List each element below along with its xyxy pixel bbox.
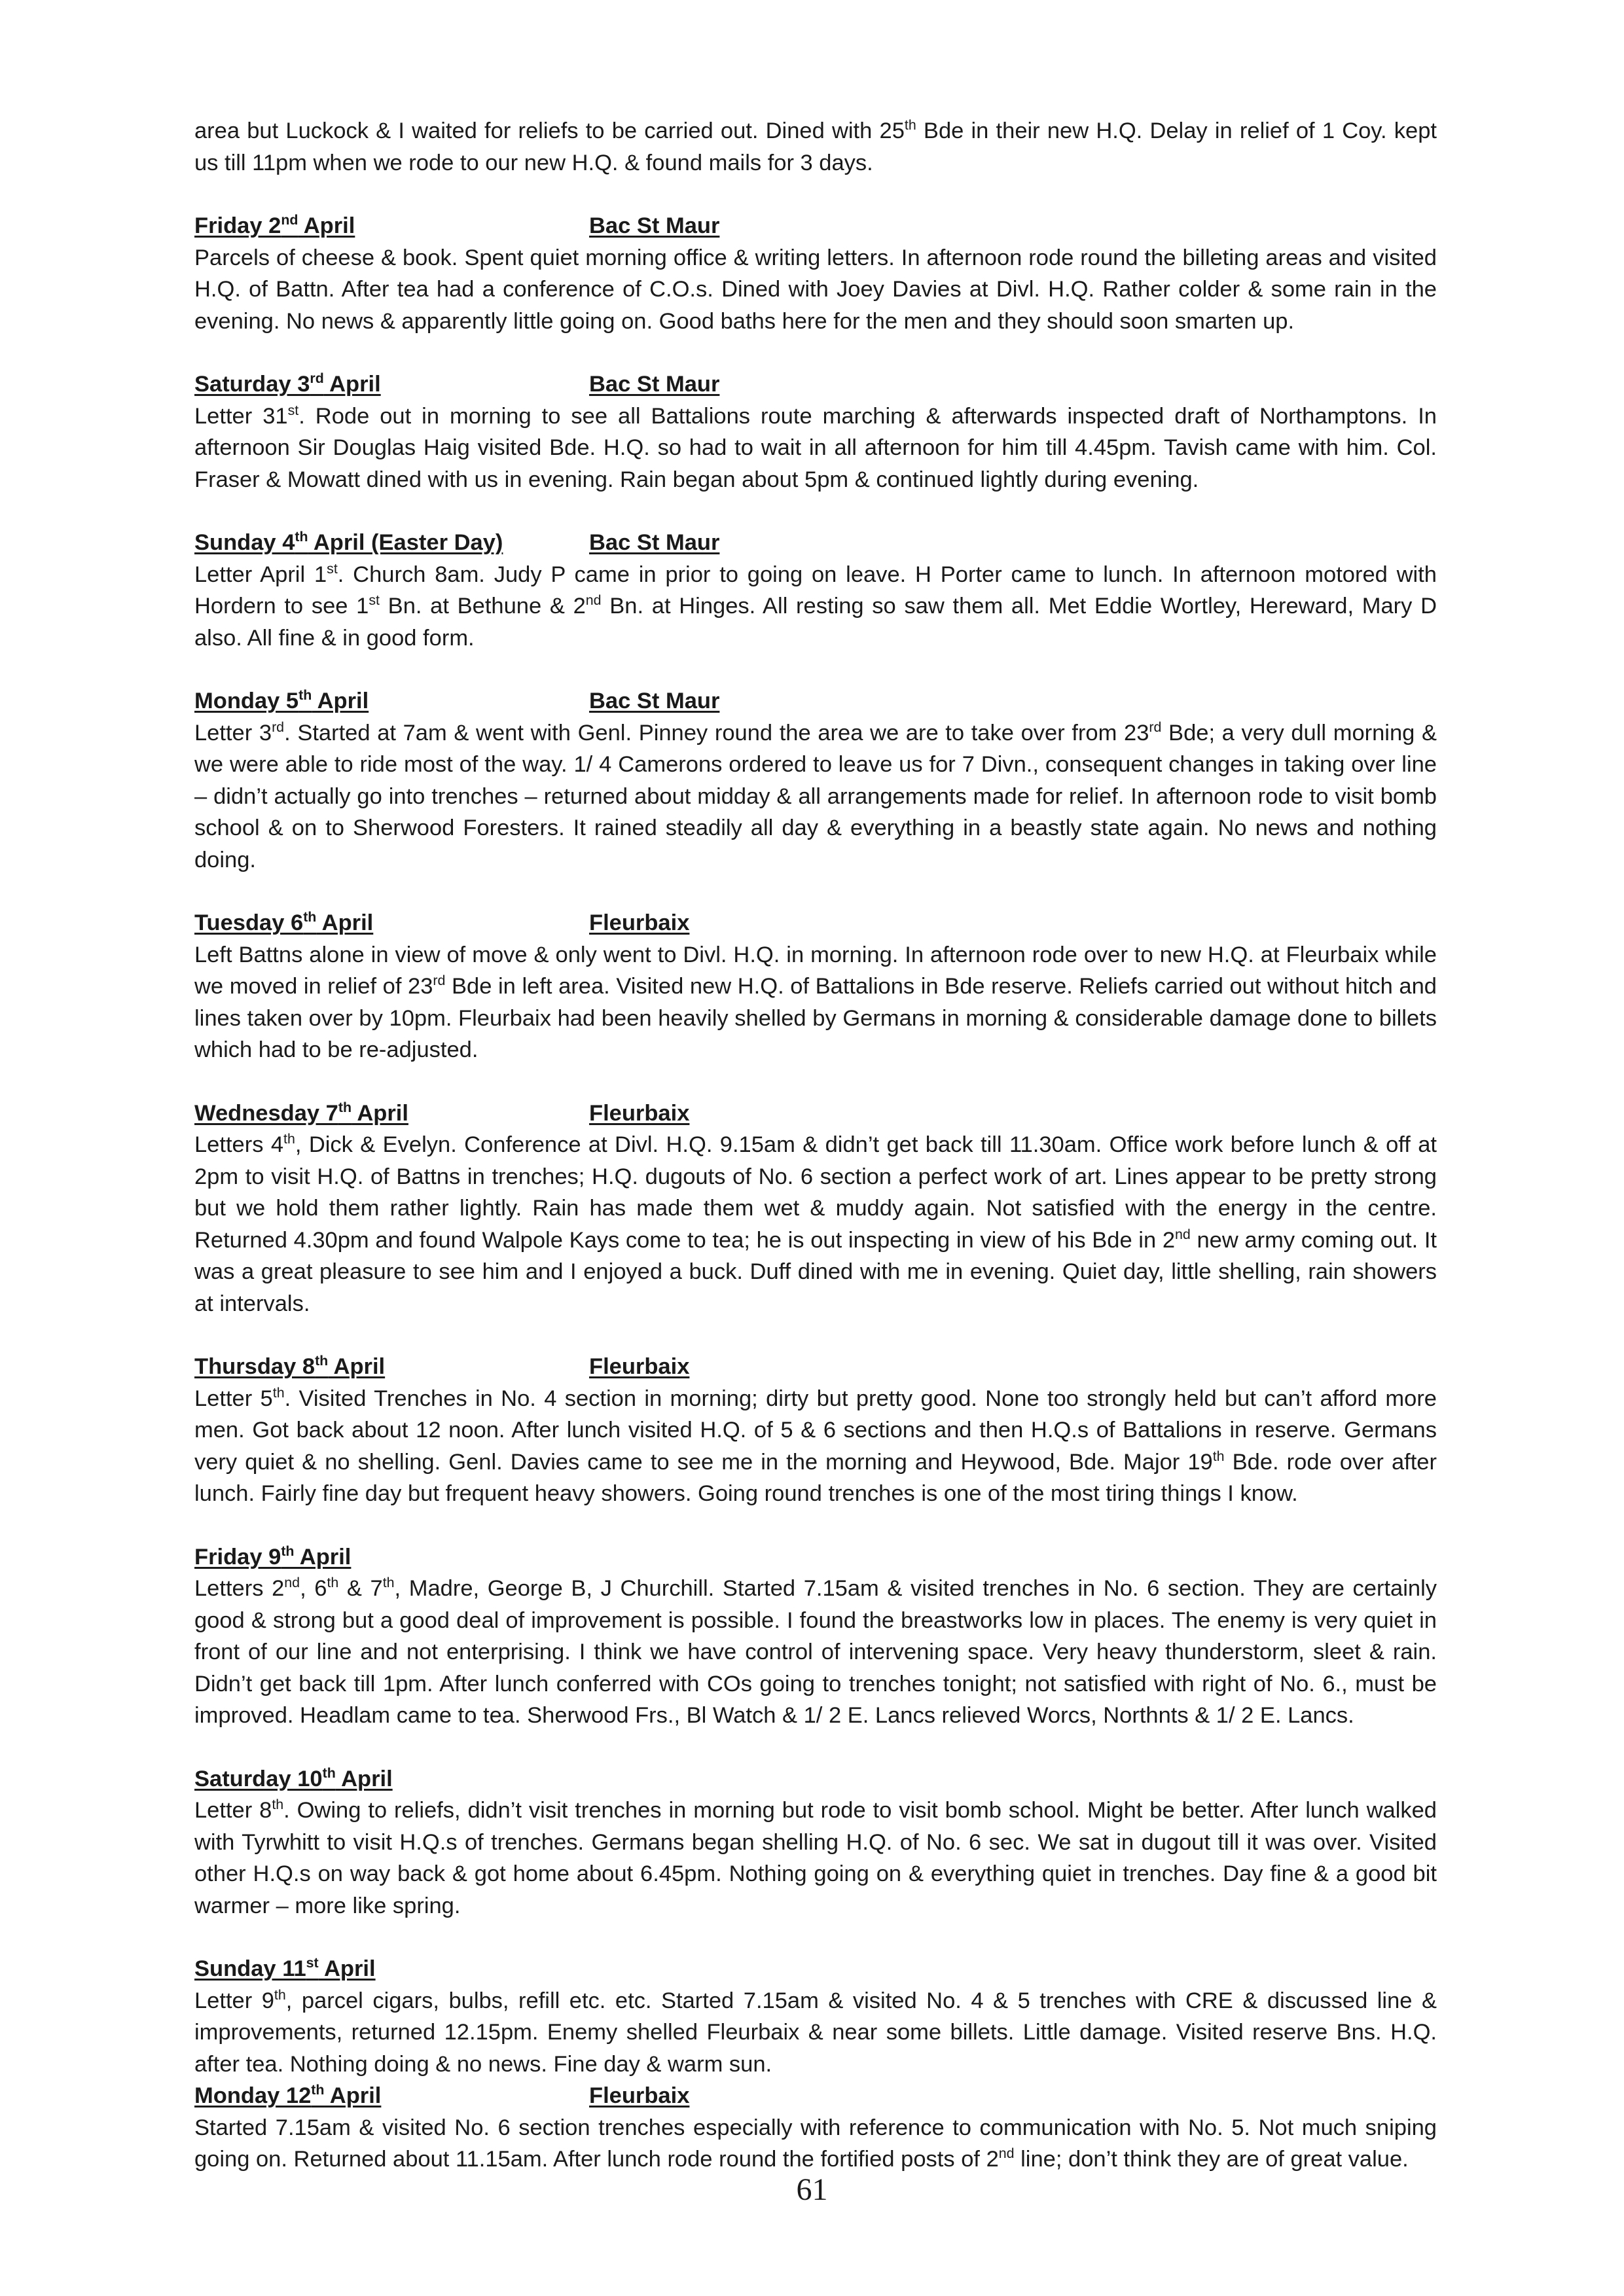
entry-heading [194, 210, 1437, 242]
diary-entry-tuesday-6-april [194, 907, 1437, 1066]
entry-location: Fleurbaix [589, 1354, 690, 1379]
entry-text: Letter 9th, parcel cigars, bulbs, refill etc. etc. Started 7.15am & visited No. 4 & 5 trenches with CRE & discussed line & improvements, returned 12.15pm. Enemy shelled Fleurbaix & near some billets. Little damage. Visited reserve Bns. H.Q. after tea. Nothing doing & no news. Fine day & warm sun. [194, 1986, 1437, 2077]
entry-location: Bac St Maur [589, 213, 720, 238]
entry-heading [194, 368, 1437, 401]
diary-entry-friday-9-april [194, 1541, 1437, 1732]
entry-date: Monday 5th April [194, 687, 369, 713]
entry-location: Bac St Maur [589, 372, 720, 397]
entry-text: Letter 5th. Visited Trenches in No. 4 section in morning; dirty but pretty good. None too strongly held but can’t afford more men. Got back about 12 noon. After lunch visited H.Q. of 5 & 6 sections and then H.Q.s of Battalions in reserve. Germans very quiet & no shelling. Genl. Davies came to see me in the morning and Heywood, Bde. Major 19th Bde. rode over after lunch. Fairly fine day but frequent heavy showers. Going round trenches is one of the most tiring things I know. [194, 1384, 1437, 1506]
entry-location: Fleurbaix [589, 1100, 690, 1126]
entry-date: Thursday 8th April [194, 1352, 386, 1379]
diary-entry-saturday-10-april [194, 1763, 1437, 1922]
entry-date: Sunday 4th April (Easter Day) [194, 528, 503, 555]
entry-heading [194, 527, 1437, 559]
entry-date: Monday 12th April [194, 2081, 382, 2108]
entry-text: Letter April 1st. Church 8am. Judy P came in prior to going on leave. H Porter came to lunch. In afternoon motored with Hordern to see 1st Bn. at Bethune & 2nd Bn. at Hinges. All resting so saw them all. Met Eddie Wortley, Hereward, Mary D also. All fine & in good form. [194, 560, 1437, 651]
entry-text: Letters 4th, Dick & Evelyn. Conference at Divl. H.Q. 9.15am & didn’t get back till 11.30am. Office work before lunch & off at 2pm to visit H.Q. of Battns in trenches; H.Q. dugouts of No. 6 section a perfect work of art. Lines appear to be pretty strong but we hold them rather lightly. Rain has made them wet & muddy again. Not satisfied with the energy in the centre. Returned 4.30pm and found Walpole Kays come to tea; he is out inspecting in view of his Bde in 2nd new army coming out. It was a great pleasure to see him and I enjoyed a buck. Duff dined with me in evening. Quiet day, little shelling, rain showers at intervals. [194, 1130, 1437, 1316]
entry-location: Bac St Maur [589, 689, 720, 713]
entry-date: Friday 9th April [194, 1543, 352, 1570]
opening-paragraph: area but Luckock & I waited for reliefs to be carried out. Dined with 25th Bde in their new H.Q. Delay in relief of 1 Coy. kept us till 11pm when we rode to our new H.Q. & found mails for 3 days. [194, 117, 1437, 175]
entry-date: Saturday 10th April [194, 1765, 393, 1791]
diary-entries [194, 210, 1437, 2176]
entry-heading [194, 685, 1437, 717]
diary-entry-sunday-11-april [194, 1953, 1437, 2080]
entry-location: Bac St Maur [589, 530, 720, 555]
diary-entry-friday-2-april [194, 210, 1437, 337]
entry-date: Wednesday 7th April [194, 1099, 408, 1126]
diary-page [194, 115, 1437, 2176]
entry-date: Friday 2nd April [194, 211, 355, 238]
entry-heading [194, 1351, 1437, 1383]
diary-entry-wednesday-7-april [194, 1098, 1437, 1320]
diary-entry-monday-5-april [194, 685, 1437, 876]
entry-date: Sunday 11st April [194, 1954, 376, 1981]
entry-text: Parcels of cheese & book. Spent quiet morning office & writing letters. In afternoon rode round the billeting areas and visited H.Q. of Battn. After tea had a conference of C.O.s. Dined with Joey Davies at Divl. H.Q. Rather colder & some rain in the evening. No news & apparently little going on. Good baths here for the men and they should soon smarten up. [194, 245, 1437, 334]
entry-heading [194, 2080, 1437, 2112]
entry-heading [194, 1098, 1437, 1130]
entry-date: Saturday 3rd April [194, 370, 381, 397]
entry-heading [194, 907, 1437, 939]
diary-entry-sunday-4-april-easter-day [194, 527, 1437, 654]
entry-text: Letter 8th. Owing to reliefs, didn’t visit trenches in morning but rode to visit bomb school. Might be better. After lunch walked with Tyrwhitt to visit H.Q.s of trenches. Germans began shelling H.Q. of No. 6 sec. We sat in dugout till it was over. Visited other H.Q.s on way back & got home about 6.45pm. Nothing going on & everything quiet in trenches. Day fine & a good bit warmer – more like spring. [194, 1796, 1437, 1918]
diary-entry-thursday-8-april [194, 1351, 1437, 1510]
page-number: 61 [796, 2172, 828, 2207]
entry-date: Tuesday 6th April [194, 908, 374, 935]
entry-heading [194, 1763, 1437, 1795]
entry-text: Started 7.15am & visited No. 6 section trenches especially with reference to communication with No. 5. Not much sniping going on. Returned about 11.15am. After lunch rode round the fortified posts of 2nd line; don’t think they are of great value. [194, 2115, 1437, 2172]
entry-text: Letter 31st. Rode out in morning to see all Battalions route marching & afterwards inspected draft of Northamptons. In afternoon Sir Douglas Haig visited Bde. H.Q. so had to wait in all afternoon for him till 4.45pm. Tavish came with him. Col. Fraser & Mowatt dined with us in evening. Rain began about 5pm & continued lightly during evening. [194, 402, 1437, 492]
entry-heading [194, 1541, 1437, 1573]
entry-location: Fleurbaix [589, 910, 690, 935]
entry-text: Letters 2nd, 6th & 7th, Madre, George B, J Churchill. Started 7.15am & visited trenches in No. 6 section. They are certainly good & strong but a good deal of improvement is possible. I found the breastworks low in places. The enemy is very quiet in front of our line and not enterprising. I think we have control of intervening space. Very heavy thunderstorm, sleet & rain. Didn’t get back till 1pm. After lunch conferred with COs going to trenches tonight; not satisfied with right of No. 6., must be improved. Headlam came to tea. Sherwood Frs., Bl Watch & 1/ 2 E. Lancs relieved Worcs, Northnts & 1/ 2 E. Lancs. [194, 1574, 1437, 1728]
entry-text: Left Battns alone in view of move & only went to Divl. H.Q. in morning. In afternoon rode over to new H.Q. at Fleurbaix while we moved in relief of 23rd Bde in left area. Visited new H.Q. of Battalions in Bde reserve. Reliefs carried out without hitch and lines taken over by 10pm. Fleurbaix had been heavily shelled by Germans in morning & considerable damage done to billets which had to be re-adjusted. [194, 942, 1437, 1062]
diary-entry-monday-12-april [194, 2080, 1437, 2176]
diary-entry-saturday-3-april [194, 368, 1437, 495]
entry-text: Letter 3rd. Started at 7am & went with Genl. Pinney round the area we are to take over from 23rd Bde; a very dull morning & we were able to ride most of the way. 1/ 4 Camerons ordered to leave us for 7 Divn., consequent changes in taking over line – didn’t actually go into trenches – returned about midday & all arrangements made for relief. In afternoon rode to visit bomb school & on to Sherwood Foresters. It rained steadily all day & everything in a beastly state again. No news and nothing doing. [194, 719, 1437, 872]
entry-location: Fleurbaix [589, 2083, 690, 2108]
entry-heading [194, 1953, 1437, 1985]
